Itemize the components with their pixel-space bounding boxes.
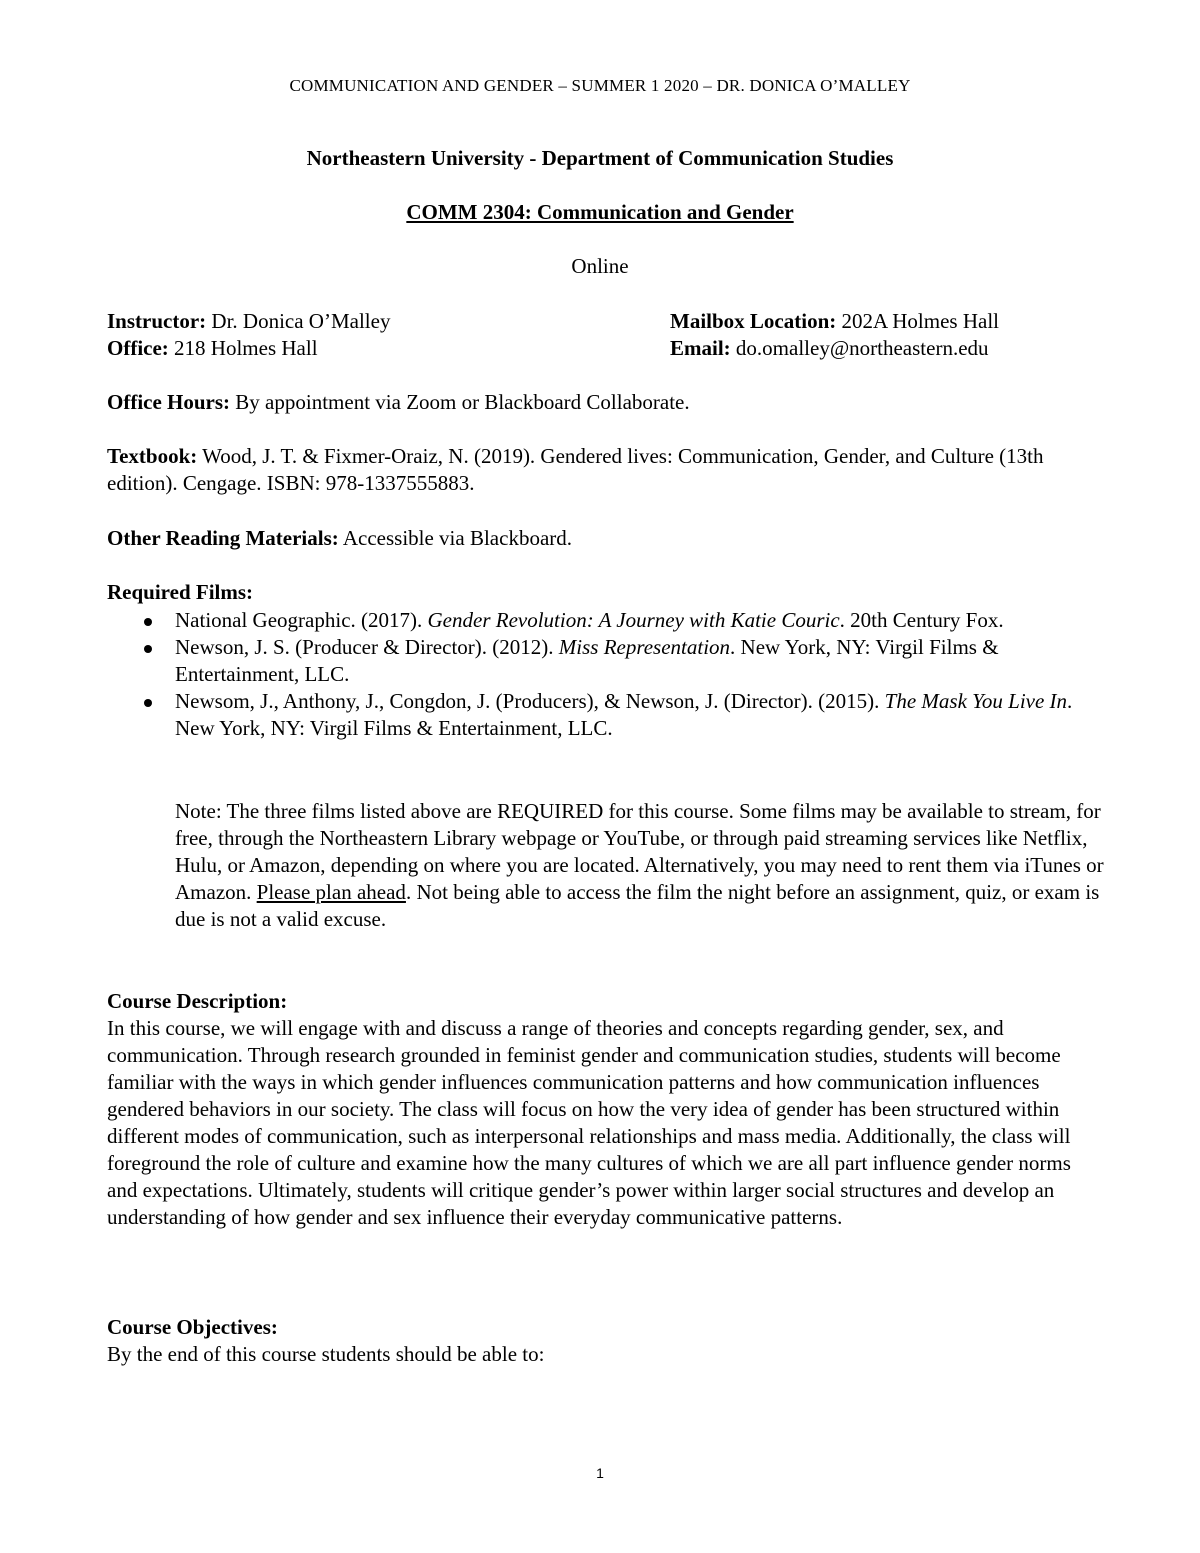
textbook-line xyxy=(107,443,1067,497)
film-title: Miss Representation xyxy=(558,635,731,659)
mailbox-line xyxy=(670,308,999,335)
office-hours-label: Office Hours: xyxy=(107,390,231,414)
office-line xyxy=(107,335,318,362)
list-item xyxy=(107,688,1097,742)
textbook-label: Textbook: xyxy=(107,444,198,468)
film-publisher: . 20th Century Fox. xyxy=(839,608,1004,632)
list-item xyxy=(107,634,1097,688)
textbook-value: Wood, J. T. & Fixmer-Oraiz, N. (2019). Gendered lives: Communication, Gender, and Culture (13th edition). Cengage. ISBN: 978-1337555883. xyxy=(107,444,1044,495)
course-format: Online xyxy=(571,254,629,278)
other-reading-value: Accessible via Blackboard. xyxy=(342,526,573,550)
films-note xyxy=(175,798,1105,933)
films-note-emphasis: Please plan ahead xyxy=(256,880,406,904)
office-hours-line xyxy=(107,389,1097,416)
department-title: Northeastern University - Department of Communication Studies xyxy=(306,146,894,170)
description-body: In this course, we will engage with and discuss a range of theories and concepts regarding gender, sex, and communication. Through research grounded in feminist gender and communication studies, students will become familiar with the ways in which gender influences communication patterns and how communication influences gendered behaviors in our society. The class will focus on how the very idea of gender has been structured within different modes of communication, such as interpersonal relationships and mass media. Additionally, the class will foreground the role of culture and examine how the many cultures of which we are all part influence gender norms and expectations. Ultimately, students will critique gender’s power within larger social structures and develop an understanding of how gender and sex influence their everyday communicative patterns. xyxy=(107,1016,1071,1229)
list-item xyxy=(107,607,1097,634)
course-title-wrap xyxy=(0,199,1200,226)
films-heading: Required Films: xyxy=(107,580,254,604)
bullet-icon xyxy=(144,645,152,653)
page-number: 1 xyxy=(596,1465,604,1481)
other-reading-label: Other Reading Materials: xyxy=(107,526,339,550)
film-citation: Newsom, J., Anthony, J., Congdon, J. (Producers), & Newson, J. (Director). (2015). xyxy=(175,689,885,713)
office-hours-value: By appointment via Zoom or Blackboard Collaborate. xyxy=(235,390,690,414)
films-list xyxy=(107,607,1097,742)
objectives-intro: By the end of this course students should be able to: xyxy=(107,1342,545,1366)
bullet-icon xyxy=(144,699,152,707)
office-label: Office: xyxy=(107,336,169,360)
instructor-line xyxy=(107,308,390,335)
film-publisher: . New York, NY: Virgil Films & Entertainment, LLC. xyxy=(175,635,999,686)
films-note-end: . Not being able to access the film the night before an assignment, quiz, or exam is due is not a valid excuse. xyxy=(175,880,1100,931)
description-heading: Course Description: xyxy=(107,989,288,1013)
course-title: COMM 2304: Communication and Gender xyxy=(406,200,794,224)
objectives-heading: Course Objectives: xyxy=(107,1315,278,1339)
film-citation: Newson, J. S. (Producer & Director). (2012). xyxy=(175,635,559,659)
films-note-text: Note: The three films listed above are REQUIRED for this course. Some films may be available to stream, for free, through the Northeastern Library webpage or YouTube, or through paid streaming services like Netflix, Hulu, or Amazon, depending on where you are located. Alternatively, you may need to rent them via iTunes or Amazon. xyxy=(175,799,1104,904)
film-title: Gender Revolution: A Journey with Katie Couric xyxy=(427,608,840,632)
other-reading-line xyxy=(107,525,1097,552)
film-citation: National Geographic. (2017). xyxy=(175,608,428,632)
running-header: COMMUNICATION AND GENDER – SUMMER 1 2020 – DR. DONICA O’MALLEY xyxy=(289,76,911,95)
office-value: 218 Holmes Hall xyxy=(174,336,318,360)
email-label: Email: xyxy=(670,336,731,360)
film-publisher: . New York, NY: Virgil Films & Entertainment, LLC. xyxy=(175,689,1073,740)
instructor-label: Instructor: xyxy=(107,309,207,333)
email-line xyxy=(670,335,989,362)
mailbox-label: Mailbox Location: xyxy=(670,309,837,333)
mailbox-value: 202A Holmes Hall xyxy=(841,309,999,333)
film-title: The Mask You Live In xyxy=(884,689,1068,713)
email-value: do.omalley@northeastern.edu xyxy=(735,336,989,360)
instructor-value: Dr. Donica O’Malley xyxy=(211,309,391,333)
bullet-icon xyxy=(144,618,152,626)
